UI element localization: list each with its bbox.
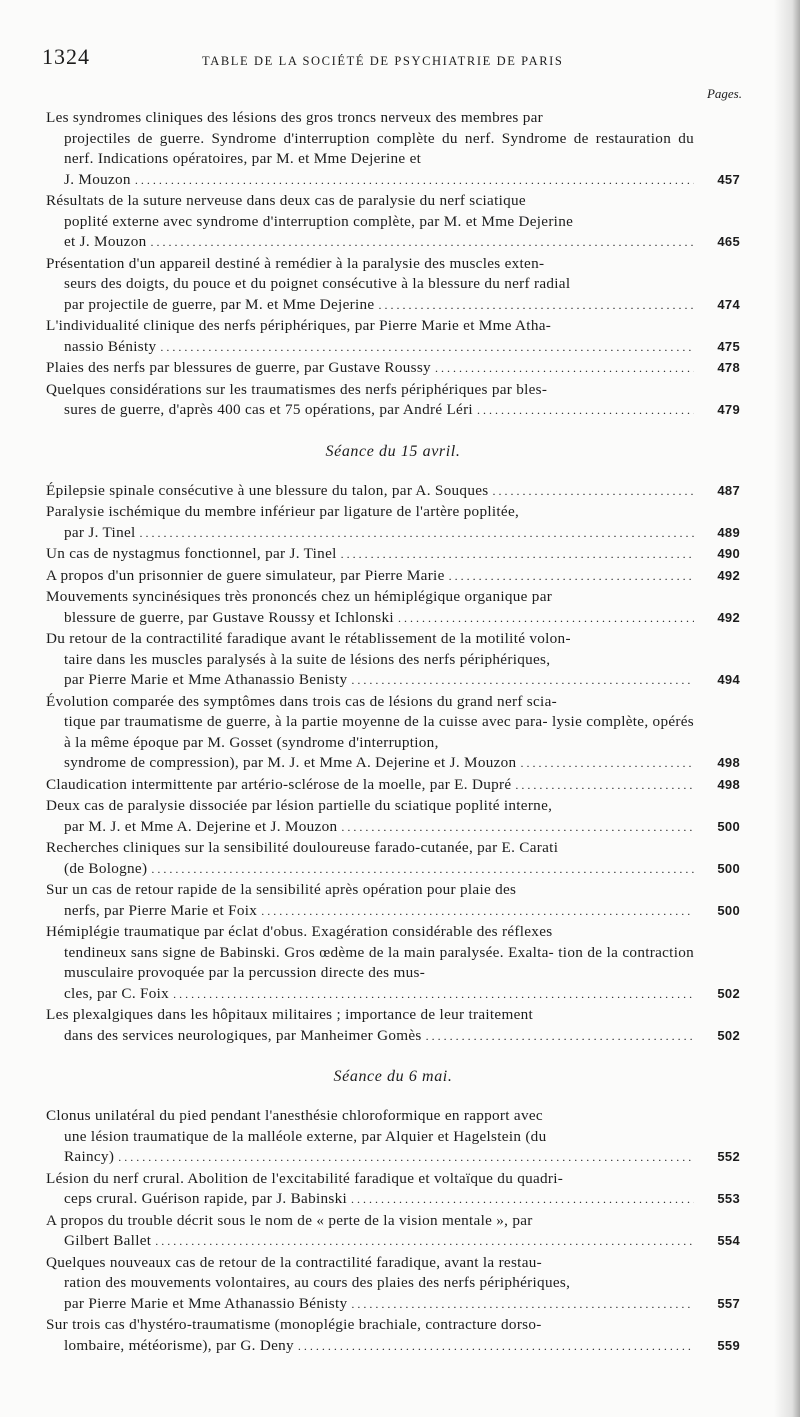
page-reference: 500 [717, 902, 740, 918]
entry-last-line [46, 859, 740, 880]
entry-last-line [46, 1336, 740, 1357]
toc-entry [46, 1106, 740, 1168]
page-reference: 552 [717, 1149, 740, 1164]
leader-dots [298, 1336, 694, 1357]
toc-entry [46, 775, 740, 796]
entry-first-line: Lésion du nerf crural. Abolition de l'excitabilité faradique et voltaïque du quadri- [46, 1169, 564, 1187]
page-reference: 492 [717, 609, 740, 625]
entry-last-line [46, 358, 740, 379]
page-reference: 478 [717, 360, 740, 375]
page-reference: 487 [717, 482, 740, 498]
page-header [42, 44, 742, 74]
toc-entry [46, 629, 740, 691]
entry-first-line: Les syndromes cliniques des lésions des gros troncs nerveux des membres par [46, 109, 544, 126]
entry-first-line: Présentation d'un appareil destiné à remédier à la paralysie des muscles exten- [46, 254, 545, 272]
page-reference: 479 [717, 402, 740, 417]
entry-title-end: nerfs, par Pierre Marie et Foix [64, 901, 258, 919]
page-reference: 557 [717, 1295, 740, 1311]
page-reference: 500 [717, 860, 740, 876]
leader-dots [160, 337, 694, 358]
entry-title-end: cles, par C. Foix [64, 984, 170, 1002]
entry-first-line: Quelques considérations sur les traumatismes des nerfs périphériques par bles- [46, 380, 548, 398]
entry-title-end: Plaies des nerfs par blessures de guerre, par Gustave Roussy [46, 359, 431, 376]
entry-last-line [46, 481, 740, 502]
toc-entry [46, 316, 740, 357]
entry-last-line [46, 232, 740, 253]
leader-dots [426, 1026, 694, 1047]
entry-last-line [46, 1147, 740, 1168]
entry-continuation: tique par traumatisme de guerre, à la partie moyenne de la cuisse avec para- lysie complète, opérés à la même époque par M. Gosset (syndrome d'interruption, [64, 713, 694, 751]
entry-last-line [46, 1231, 740, 1252]
entry-last-line [46, 984, 740, 1005]
entry-continuation: une lésion traumatique de la malléole externe, par Alquier et Hagelstein (du [64, 1127, 547, 1145]
entry-continuation: poplité externe avec syndrome d'interruption complète, par M. et Mme Dejerine [64, 212, 574, 230]
leader-dots [520, 753, 694, 774]
entry-title-end: J. Mouzon [64, 170, 131, 188]
toc-entry [46, 1005, 740, 1046]
entry-last-line [46, 670, 740, 691]
page-reference: 498 [717, 776, 740, 792]
toc-entry [46, 922, 740, 1004]
entry-first-line: L'individualité clinique des nerfs périphériques, par Pierre Marie et Mme Atha- [46, 317, 552, 334]
entry-last-line [46, 753, 740, 774]
leader-dots [341, 544, 694, 565]
entry-last-line [46, 400, 740, 421]
entry-title-end: et J. Mouzon [64, 233, 147, 250]
entry-first-line: Sur trois cas d'hystéro-traumatisme (monoplégie brachiale, contracture dorso- [46, 1316, 542, 1333]
toc-entry [46, 254, 740, 316]
page-reference: 492 [717, 567, 740, 583]
leader-dots [150, 232, 694, 253]
table-of-contents [46, 108, 740, 1357]
page-reference: 498 [717, 755, 740, 770]
leader-dots [155, 1231, 694, 1252]
leader-dots [435, 358, 694, 379]
entry-title-end: sures de guerre, d'après 400 cas et 75 opérations, par André Léri [64, 401, 473, 418]
entry-title-end: dans des services neurologiques, par Manheimer Gomès [64, 1026, 422, 1044]
entry-last-line [46, 1294, 740, 1315]
page-reference: 474 [717, 296, 740, 312]
toc-entry [46, 838, 740, 879]
toc-group-3 [46, 1106, 740, 1356]
running-title: TABLE DE LA SOCIÉTÉ DE PSYCHIATRIE DE PARIS [202, 54, 564, 68]
entry-title-end: Raincy) [64, 1148, 115, 1165]
page-reference: 490 [717, 546, 740, 561]
toc-entry [46, 1211, 740, 1252]
toc-entry [46, 1315, 740, 1356]
leader-dots [341, 817, 694, 838]
entry-title-end: par Pierre Marie et Mme Athanassio Benisty [64, 671, 348, 688]
toc-entry [46, 796, 740, 837]
entry-last-line [46, 170, 740, 191]
entry-last-line [46, 295, 740, 316]
entry-title-end: Épilepsie spinale consécutive à une blessure du talon, par A. Souques [46, 481, 489, 499]
toc-entry [46, 380, 740, 421]
entry-last-line [46, 775, 740, 796]
leader-dots [151, 859, 694, 880]
entry-title-end: syndrome de compression), par M. J. et Mme A. Dejerine et J. Mouzon [64, 754, 517, 771]
page-reference: 494 [717, 672, 740, 687]
entry-last-line [46, 1026, 740, 1047]
entry-title-end: par Pierre Marie et Mme Athanassio Bénisty [64, 1294, 348, 1312]
toc-entry [46, 1253, 740, 1315]
section-title-6-mai: Séance du 6 mai. [333, 1068, 453, 1085]
toc-entry [46, 587, 740, 628]
page-reference: 559 [717, 1337, 740, 1353]
entry-continuation: taire dans les muscles paralysés à la suite de lésions des nerfs périphériques, [64, 650, 551, 668]
leader-dots [398, 608, 694, 629]
page-edge-shadow [774, 0, 800, 1417]
entry-continuation: ration des mouvements volontaires, au cours des plaies des nerfs périphériques, [64, 1274, 571, 1291]
page-reference: 554 [717, 1233, 740, 1248]
entry-first-line: Évolution comparée des symptômes dans trois cas de lésions du grand nerf scia- [46, 692, 557, 710]
entry-last-line [46, 608, 740, 629]
entry-first-line: Du retour de la contractilité faradique avant le rétablissement de la motilité volon- [46, 630, 571, 647]
entry-last-line [46, 544, 740, 565]
entry-last-line [46, 901, 740, 922]
entry-first-line: A propos du trouble décrit sous le nom de « perte de la vision mentale », par [46, 1211, 533, 1229]
page-reference: 500 [717, 818, 740, 834]
page-reference: 553 [717, 1191, 740, 1206]
entry-first-line: Recherches cliniques sur la sensibilité douloureuse farado-cutanée, par E. Carati [46, 839, 559, 856]
page-reference: 489 [717, 524, 740, 540]
toc-entry [46, 544, 740, 565]
leader-dots [492, 481, 694, 502]
leader-dots [351, 670, 694, 691]
entry-title-end: Gilbert Ballet [64, 1232, 152, 1249]
leader-dots [515, 775, 694, 796]
entry-last-line [46, 1189, 740, 1210]
entry-first-line: Mouvements syncinésiques très prononcés chez un hémiplégique organique par [46, 588, 553, 605]
leader-dots [449, 566, 694, 587]
entry-title-end: par J. Tinel [64, 523, 136, 541]
toc-entry [46, 108, 740, 190]
pages-column-label: Pages. [706, 86, 742, 101]
page-reference: 475 [717, 338, 740, 354]
toc-entry [46, 358, 740, 379]
entry-first-line: Quelques nouveaux cas de retour de la contractilité faradique, avant la restau- [46, 1253, 542, 1271]
entry-title-end: blessure de guerre, par Gustave Roussy et Ichlonski [64, 608, 394, 626]
toc-entry [46, 566, 740, 587]
entry-first-line: Paralysie ischémique du membre inférieur par ligature de l'artère poplitée, [46, 503, 520, 520]
page-reference: 502 [717, 1027, 740, 1043]
toc-group-1 [46, 108, 740, 421]
entry-last-line [46, 817, 740, 838]
toc-entry [46, 1169, 740, 1210]
page-number: 1324 [42, 44, 90, 69]
entry-first-line: Hémiplégie traumatique par éclat d'obus. Exagération considérable des réflexes [46, 923, 553, 940]
toc-entry [46, 880, 740, 921]
entry-continuation: seurs des doigts, du pouce et du poignet consécutive à la blessure du nerf radial [64, 275, 571, 292]
toc-entry [46, 191, 740, 253]
leader-dots [351, 1294, 694, 1315]
entry-title-end: par M. J. et Mme A. Dejerine et J. Mouzon [64, 817, 338, 835]
leader-dots [378, 295, 694, 316]
leader-dots [118, 1147, 694, 1168]
entry-last-line [46, 566, 740, 587]
leader-dots [140, 523, 694, 544]
entry-title-end: par projectile de guerre, par M. et Mme Dejerine [64, 295, 375, 313]
entry-continuation: tendineux sans signe de Babinski. Gros œdème de la main paralysée. Exalta- tion de la contraction musculaire provoquée par la percussion directe des mus- [64, 943, 694, 981]
section-title-15-avril: Séance du 15 avril. [325, 442, 461, 460]
page-reference: 502 [717, 985, 740, 1001]
entry-title-end: A propos d'un prisonnier de guere simulateur, par Pierre Marie [46, 566, 445, 584]
leader-dots [261, 901, 694, 922]
entry-first-line: Deux cas de paralysie dissociée par lésion partielle du sciatique poplité interne, [46, 797, 553, 814]
page-reference: 465 [717, 234, 740, 249]
toc-entry [46, 692, 740, 774]
leader-dots [173, 984, 694, 1005]
entry-first-line: Les plexalgiques dans les hôpitaux militaires ; importance de leur traitement [46, 1006, 534, 1023]
toc-group-2 [46, 481, 740, 1047]
entry-continuation: projectiles de guerre. Syndrome d'interruption complète du nerf. Syndrome de restauration du nerf. Indications opératoires, par M. et Mme Dejerine et [64, 129, 694, 167]
entry-title-end: Un cas de nystagmus fonctionnel, par J. Tinel [46, 545, 337, 562]
entry-title-end: (de Bologne) [64, 859, 148, 877]
leader-dots [477, 400, 694, 421]
entry-first-line: Clonus unilatéral du pied pendant l'anesthésie chloroformique en rapport avec [46, 1107, 543, 1124]
entry-title-end: Claudication intermittente par artério-sclérose de la moelle, par E. Dupré [46, 775, 512, 793]
leader-dots [351, 1189, 694, 1210]
entry-title-end: nassio Bénisty [64, 337, 157, 355]
entry-title-end: lombaire, météorisme), par G. Deny [64, 1336, 294, 1354]
leader-dots [135, 170, 694, 191]
entry-title-end: ceps crural. Guérison rapide, par J. Babinski [64, 1190, 347, 1207]
entry-first-line: Résultats de la suture nerveuse dans deux cas de paralysie du nerf sciatique [46, 192, 526, 209]
toc-entry [46, 481, 740, 502]
page-reference: 457 [717, 171, 740, 187]
entry-last-line [46, 337, 740, 358]
toc-entry [46, 502, 740, 543]
entry-last-line [46, 523, 740, 544]
entry-first-line: Sur un cas de retour rapide de la sensibilité après opération pour plaie des [46, 881, 517, 898]
